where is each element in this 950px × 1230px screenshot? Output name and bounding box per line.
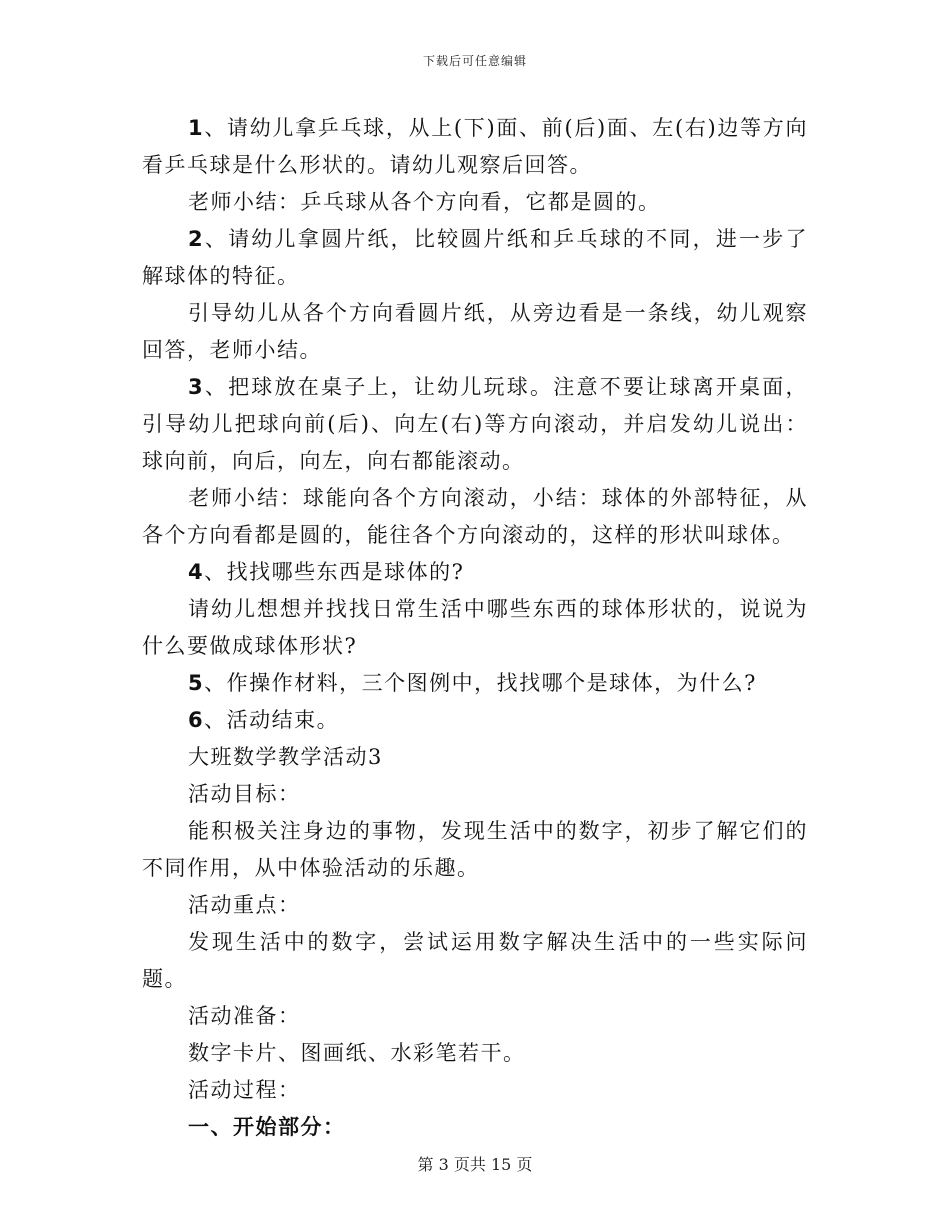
- item-number: 1: [188, 116, 205, 140]
- paragraph: [142, 702, 808, 739]
- paragraph: [142, 776, 808, 813]
- item-number: 3: [188, 375, 205, 399]
- paragraph-text: 请幼儿想想并找找日常生活中哪些东西的球体形状的，说说为什么要做成球体形状?: [142, 597, 808, 658]
- paragraph-text: 、找找哪些东西是球体的?: [204, 560, 465, 584]
- paragraph-text: 数字卡片、图画纸、水彩笔若干。: [188, 1041, 526, 1065]
- paragraph: [142, 813, 808, 887]
- paragraph: [142, 554, 808, 591]
- document-body: [142, 110, 808, 1146]
- paragraph: [142, 924, 808, 998]
- paragraph: [142, 591, 808, 665]
- paragraph-text: 老师小结：乒乓球从各个方向看，它都是圆的。: [188, 190, 661, 214]
- paragraph-text: 活动过程：: [188, 1078, 301, 1102]
- item-number: 5: [188, 671, 205, 695]
- paragraph-text: 活动目标：: [188, 782, 301, 806]
- item-number: 2: [188, 227, 205, 251]
- page-header: 下载后可任意编辑: [422, 54, 527, 68]
- item-number: 6: [188, 708, 205, 732]
- paragraph: [142, 295, 808, 369]
- paragraph: [142, 184, 808, 221]
- item-number: 4: [188, 560, 205, 584]
- paragraph-text: 、作操作材料，三个图例中，找找哪个是球体，为什么?: [204, 671, 757, 695]
- page-footer: 第 3 页共 15 页: [417, 1155, 533, 1174]
- paragraph-text: 活动重点：: [188, 893, 301, 917]
- paragraph: [142, 110, 808, 184]
- paragraph-text: 、把球放在桌子上，让幼儿玩球。注意不要让球离开桌面，引导幼儿把球向前(后)、向左(右)等方向滚动，并启发幼儿说出：球向前，向后，向左，向右都能滚动。: [142, 375, 808, 473]
- paragraph: [142, 887, 808, 924]
- paragraph: [142, 221, 808, 295]
- paragraph-text: 、请幼儿拿乒乓球，从上(下)面、前(后)面、左(右)边等方向看乒乓球是什么形状的。请幼儿观察后回答。: [142, 116, 808, 177]
- paragraph: [142, 1035, 808, 1072]
- paragraph-text: 大班数学教学活动3: [188, 745, 383, 769]
- paragraph-text: 引导幼儿从各个方向看圆片纸，从旁边看是一条线，幼儿观察回答，老师小结。: [142, 301, 808, 362]
- paragraph-text: 、活动结束。: [204, 708, 340, 732]
- paragraph: [142, 480, 808, 554]
- section-heading: 一、开始部分：: [188, 1115, 346, 1139]
- paragraph: [142, 739, 808, 776]
- paragraph-text: 老师小结：球能向各个方向滚动，小结：球体的外部特征，从各个方向看都是圆的，能往各个方向滚动的，这样的形状叫球体。: [142, 486, 808, 547]
- paragraph-text: 发现生活中的数字，尝试运用数字解决生活中的一些实际问题。: [142, 930, 808, 991]
- paragraph: [142, 1072, 808, 1109]
- paragraph: [142, 665, 808, 702]
- paragraph-text: 活动准备：: [188, 1004, 301, 1028]
- paragraph: [142, 369, 808, 480]
- paragraph: [142, 998, 808, 1035]
- paragraph-text: 、请幼儿拿圆片纸，比较圆片纸和乒乓球的不同，进一步了解球体的特征。: [142, 227, 808, 288]
- paragraph-text: 能积极关注身边的事物，发现生活中的数字，初步了解它们的不同作用，从中体验活动的乐趣。: [142, 819, 808, 880]
